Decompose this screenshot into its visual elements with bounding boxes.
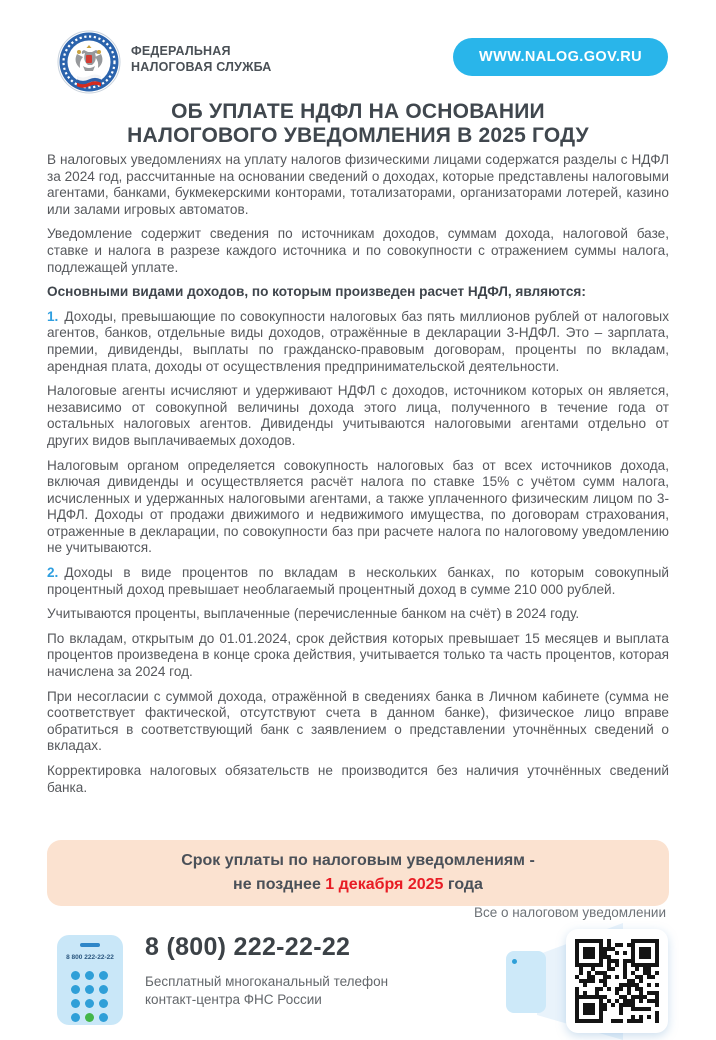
- page-title: [0, 100, 716, 148]
- paragraph: По вкладам, открытым до 01.01.2024, срок действия которых превышает 15 месяцев и выплата процентов произведена в конце срока действия, учитывается только та часть процентов, которая начислена за 2024 год.: [47, 630, 669, 680]
- qr-panel: [566, 929, 668, 1033]
- org-name-line2: НАЛОГОВАЯ СЛУЖБА: [131, 59, 272, 74]
- paragraph: Налоговым органом определяется совокупность налоговых баз от всех источников дохода, включая дивиденды и осуществляется расчёт налога по ставке 15% с учётом сумм налога, исчисленных и удержанных налоговыми агентами, а также уплаченного физическим лицом по 3-НДФЛ. Доходы от продажи движимого и недвижимого имущества, по договорам страхования, отраженные в декларации, по совокупности баз при расчете налога по налоговому уведомлению не учитываются.: [47, 457, 669, 556]
- deadline-banner: [47, 840, 669, 906]
- list-heading: Основными видами доходов, по которым произведен расчет НДФЛ, являются:: [47, 284, 586, 300]
- item-number: 1.: [47, 308, 59, 324]
- org-name-line1: ФЕДЕРАЛЬНАЯ: [131, 44, 231, 58]
- phone-screen-text: 8 800 222-22-22: [66, 954, 114, 961]
- item-text: Доходы в виде процентов по вкладам в нескольких банках, по которым совокупный процентный доход превышает необлагаемый процентный доход в сумме 210 000 рублей.: [47, 565, 669, 597]
- qr-code: [575, 939, 659, 1023]
- deadline-date: 1 декабря 2025: [325, 876, 444, 893]
- phone-icon: [57, 935, 123, 1025]
- website-label: WWW.NALOG.GOV.RU: [479, 49, 642, 65]
- paragraph: При несогласии с суммой дохода, отражённой в сведениях банка в Личном кабинете (сумма не соответствует фактической, отсутствуют счета в данном банке), физическое лицо вправе обратиться в соответствующий банк с заявлением о представлении уточнённых сведений о вкладах.: [47, 688, 669, 754]
- hotline-caption: Бесплатный многоканальный телефон контакт-центра ФНС России: [145, 974, 389, 1007]
- header: [57, 30, 668, 96]
- paragraph: Уведомление содержит сведения по источникам доходов, суммам дохода, налоговой базе, ставке и налога в разрезе каждого источника и по совокупности с отражением суммы налога, подлежащей уплате.: [47, 226, 669, 275]
- website-button[interactable]: [453, 38, 668, 76]
- phone-speaker-icon: [80, 943, 100, 947]
- item-text: Доходы, превышающие по совокупности налоговых баз пять миллионов рублей от налоговых агентов, банков, отдельные виды доходов, отражённые в декларации 3-НДФЛ. Это – зарплата, премии, дивиденды, выплаты по гражданско-правовым договорам, проценты по вкладам, арендная плата, доходы от осуществления предпринимательской деятельности.: [47, 308, 669, 374]
- footer: [0, 905, 716, 1040]
- paragraph: В налоговых уведомлениях на уплату налогов физическими лицами содержатся разделы с НДФЛ за 2024 год, рассчитанные на основании сведений о доходах, которые представлены налоговыми агентами, банками, букмекерскими конторами, тотализаторами, организаторами лотерей, казино или залами игровых автоматов.: [47, 152, 669, 217]
- paragraph: Корректировка налоговых обязательств не производится без наличия уточнённых сведений банка.: [47, 763, 669, 795]
- deadline-line2: не позднее 1 декабря 2025 года: [233, 876, 483, 893]
- org-name: [131, 44, 272, 75]
- list-item-2: [47, 565, 669, 598]
- body-text: [47, 152, 669, 804]
- fns-emblem-icon: [57, 30, 121, 94]
- paragraph: Налоговые агенты исчисляют и удерживают НДФЛ с доходов, источником которых он является, независимо от совокупной величины дохода этого лица, полученного в течение года от остальных налоговых агентов. Дивиденды учитываются налоговыми агентами отдельно от других видов выплачиваемых доходов.: [47, 383, 669, 448]
- qr-caption: Все о налоговом уведомлении: [473, 905, 666, 920]
- camera-dot-icon: [512, 959, 517, 964]
- item-number: 2.: [47, 565, 59, 581]
- paragraph: Учитываются проценты, выплаченные (перечисленные банком на счёт) в 2024 году.: [47, 606, 580, 622]
- page-title-line2: НАЛОГОВОГО УВЕДОМЛЕНИЯ В 2025 ГОДУ: [127, 124, 589, 147]
- smartphone-icon: [506, 951, 546, 1013]
- deadline-line1: Срок уплаты по налоговым уведомлениям -: [181, 852, 535, 869]
- phone-keypad-icon: [71, 971, 108, 1022]
- page-title-line1: ОБ УПЛАТЕ НДФЛ НА ОСНОВАНИИ: [171, 100, 545, 123]
- list-item-1: [47, 309, 669, 375]
- hotline-number: 8 (800) 222-22-22: [145, 933, 351, 961]
